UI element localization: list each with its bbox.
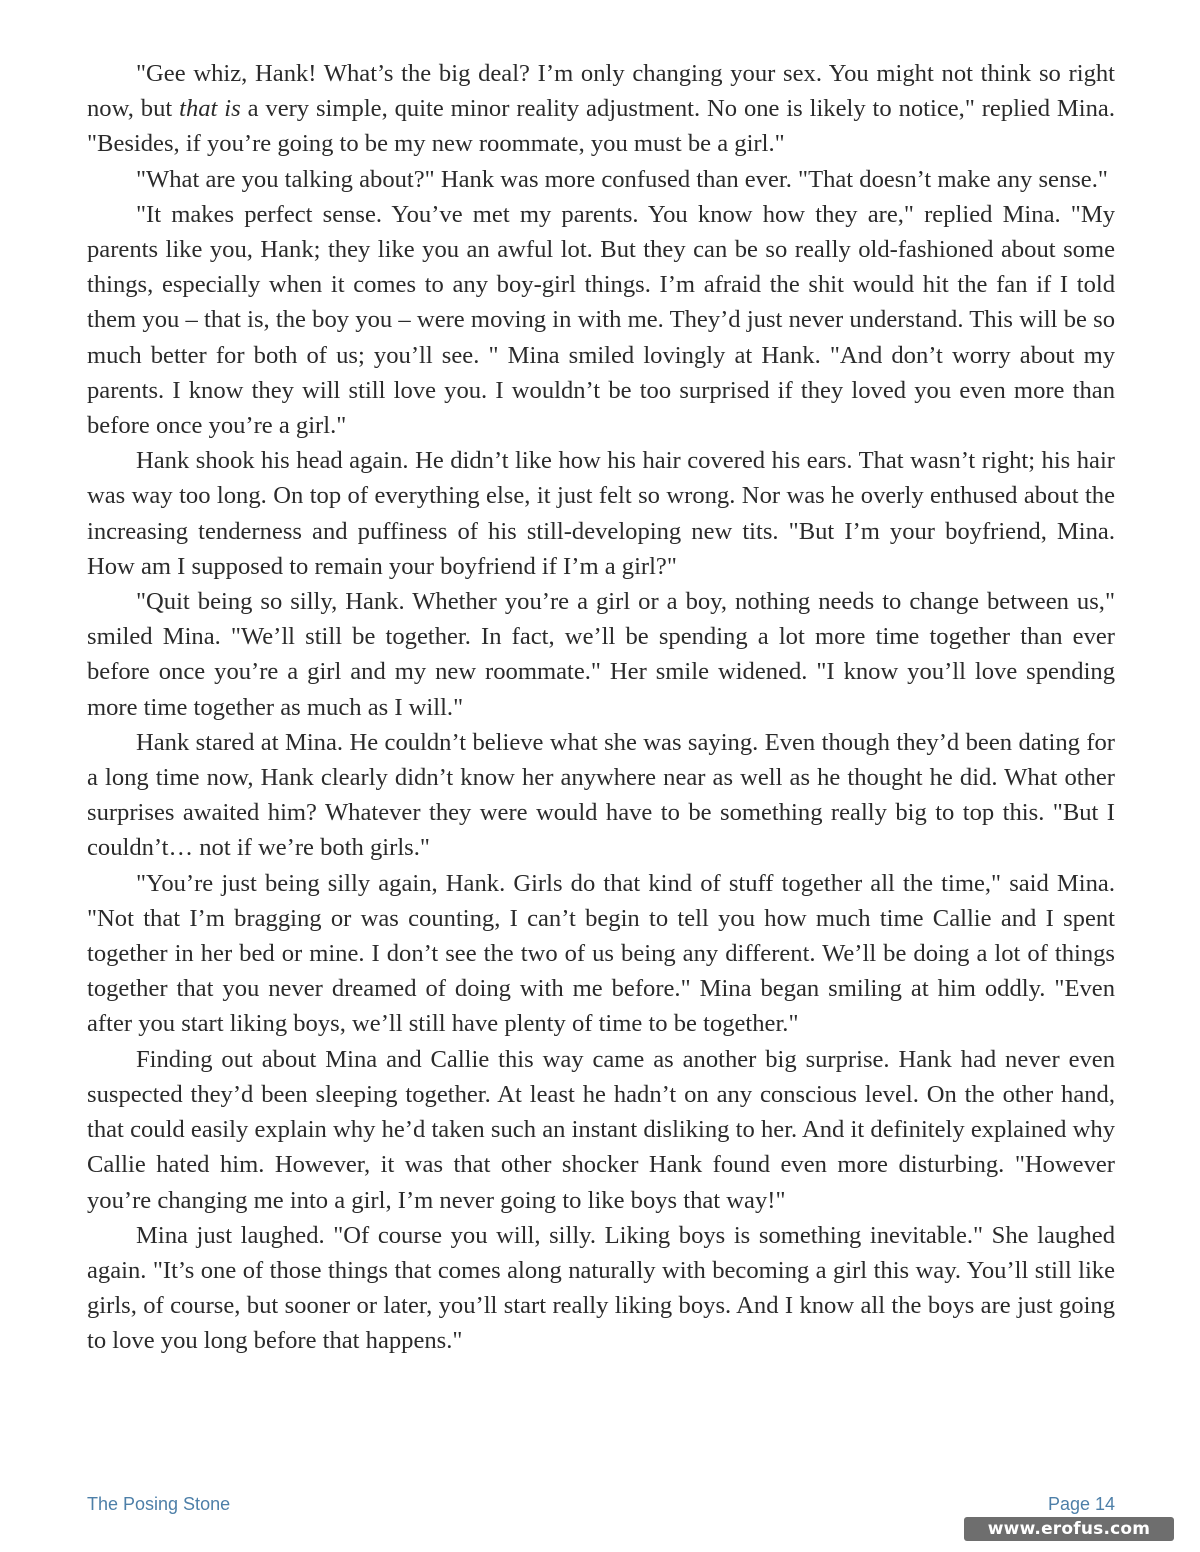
paragraph-1 [87, 56, 1115, 162]
paragraph-8: Finding out about Mina and Callie this way came as another big surprise. Hank had never even suspected they’d been sleeping together. At least he hadn’t on any conscious level. On the other hand, that could easily explain why he’d taken such an instant disliking to her. And it definitely explained why Callie hated him. However, it was that other shocker Hank found even more disturbing. "However you’re changing me into a girl, I’m never going to like boys that way!" [87, 1045, 1115, 1214]
paragraph-1-emphasis: that is [179, 95, 241, 123]
footer-book-title: The Posing Stone [87, 1494, 231, 1514]
watermark-badge: www.erofus.com [964, 1517, 1174, 1541]
paragraph-6: Hank stared at Mina. He couldn’t believe what she was saying. Even though they’d been dating for a long time now, Hank clearly didn’t know her anywhere near as well as he thought he did. What other surprises awaited him? Whatever they were would have to be something really big to top this. "But I couldn’t… not if we’re both girls." [87, 728, 1115, 862]
paragraph-1-text-a: "Gee whiz, Hank! What’s the big deal? I’m only changing your sex. You might not think so right now, but [87, 60, 1115, 123]
paragraph-3: "It makes perfect sense. You’ve met my parents. You know how they are," replied Mina. "My parents like you, Hank; they like you an awful lot. But they can be so really old-fashioned about some things, especially when it comes to any boy-girl things. I’m afraid the shit would hit the fan if I told them you – that is, the boy you – were moving in with me. They’d just never understand. This will be so much better for both of us; you’ll see. " Mina smiled lovingly at Hank. "And don’t worry about my parents. I know they will still love you. I wouldn’t be too surprised if they loved you even more than before once you’re a girl." [87, 200, 1115, 440]
paragraph-9: Mina just laughed. "Of course you will, silly. Liking boys is something inevitable." She laughed again. "It’s one of those things that comes along naturally with becoming a girl this way. You’ll still like girls, of course, but sooner or later, you’ll start really liking boys. And I know all the boys are just going to love you long before that happens." [87, 1221, 1115, 1355]
footer-page-number: Page 14 [1047, 1494, 1115, 1514]
paragraph-2: "What are you talking about?" Hank was more confused than ever. "That doesn’t make any sense." [136, 165, 1108, 193]
paragraph-5: "Quit being so silly, Hank. Whether you’re a girl or a boy, nothing needs to change between us," smiled Mina. "We’ll still be together. In fact, we’ll be spending a lot more time together than ever before once you’re a girl and my new roommate." Her smile widened. "I know you’ll love spending more time together as much as I will." [87, 588, 1115, 721]
paragraph-7: "You’re just being silly again, Hank. Girls do that kind of stuff together all the time," said Mina. "Not that I’m bragging or was counting, I can’t begin to tell you how much time Callie and I spent together in her bed or mine. I don’t see the two of us being any different. We’ll be doing a lot of things together that you never dreamed of doing with me before." Mina began smiling at him oddly. "Even after you start liking boys, we’ll still have plenty of time to be together." [87, 869, 1115, 1038]
page-footer [87, 1494, 1115, 1520]
paragraph-4: Hank shook his head again. He didn’t like how his hair covered his ears. That wasn’t right; his hair was way too long. On top of everything else, it just felt so wrong. Nor was he overly enthused about the increasing tenderness and puffiness of his still-developing new tits. "But I’m your boyfriend, Mina. How am I supposed to remain your boyfriend if I’m a girl?" [87, 447, 1115, 580]
paragraph-1-text-b: a very simple, quite minor reality adjustment. No one is likely to notice," replied Mina. "Besides, if you’re going to be my new roommate, you must be a girl." [87, 95, 1115, 158]
page-body [87, 56, 1115, 1359]
